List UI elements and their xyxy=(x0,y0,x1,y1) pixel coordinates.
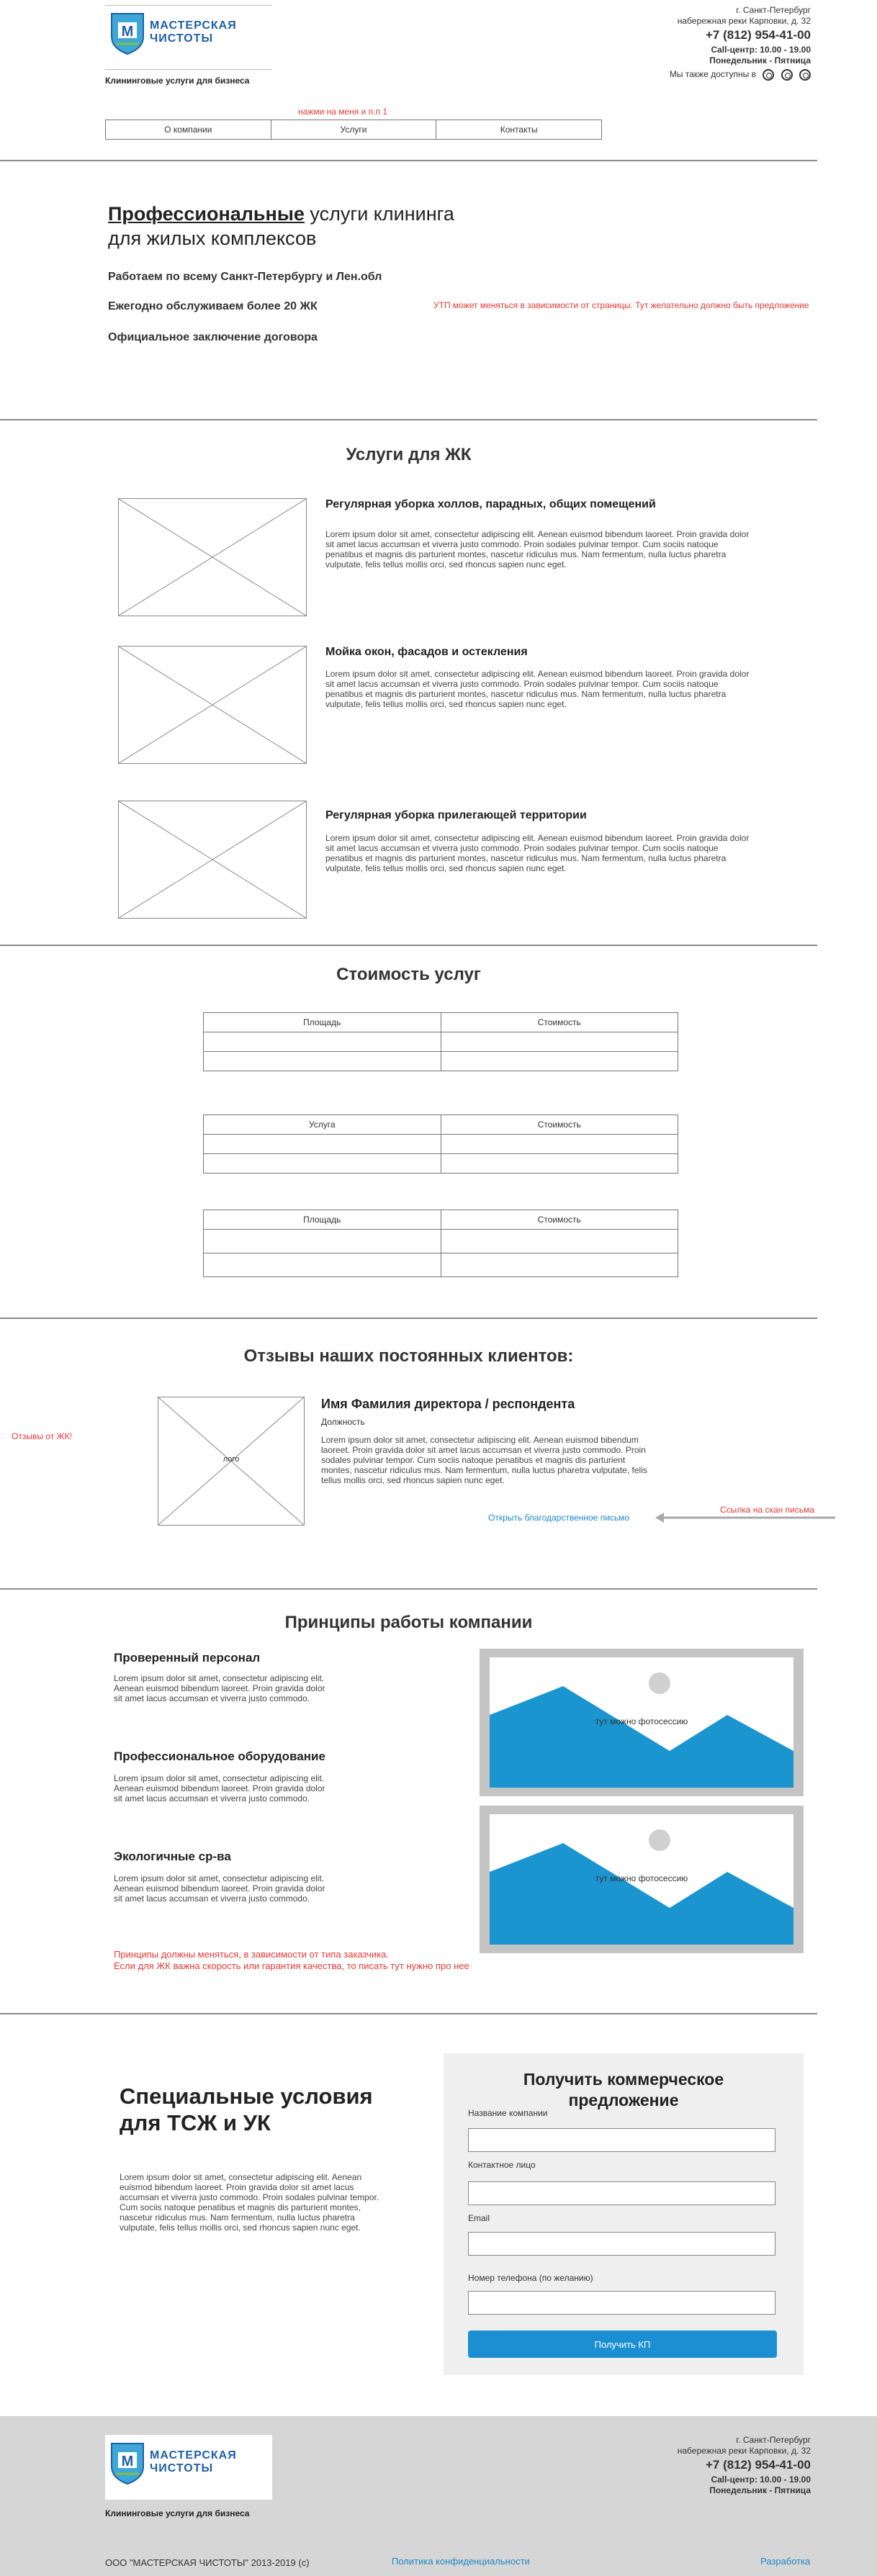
hero-title-rest: услуги клининга xyxy=(304,203,454,225)
table-row xyxy=(204,1135,678,1154)
pricing-table-2 xyxy=(203,1114,678,1174)
table-row xyxy=(204,1253,678,1277)
service-image-placeholder xyxy=(118,646,307,764)
hero-title-line2: для жилых комплексов xyxy=(108,228,317,249)
kp-form xyxy=(444,2053,804,2375)
review-author-position: Должность xyxy=(321,1417,365,1427)
header-logo[interactable] xyxy=(105,5,272,70)
address-line1: г. Санкт-Петербург xyxy=(736,5,811,15)
hero-title xyxy=(108,202,454,251)
service-title-2: Мойка окон, фасадов и остекления xyxy=(325,646,528,658)
hero-point-2: Ежегодно обслуживаем более 20 ЖК xyxy=(108,300,318,312)
form-title-line2: предложение xyxy=(568,2091,679,2109)
hero-title-bold: Профессиональные xyxy=(108,203,305,225)
table-row xyxy=(204,1154,678,1174)
table-cell xyxy=(204,1230,441,1253)
brand-line2: ЧИСТОТЫ xyxy=(150,2462,214,2474)
table-row xyxy=(204,1032,678,1052)
divider xyxy=(0,419,817,420)
divider xyxy=(0,1318,817,1319)
table-header-cell: Услуга xyxy=(204,1115,441,1135)
footer xyxy=(0,2416,877,2576)
pricing-title: Стоимость услуг xyxy=(336,965,481,984)
messengers-label: Мы также доступны в xyxy=(669,69,756,80)
service-text-3: Lorem ipsum dolor sit amet, consectetur adipiscing elit. Aenean euismod bibendum laoreet. Proin gravida dolor sit amet lacus accumsan et viverra justo commodo. Proin sodales pulvinar tempor. Cum sociis natoque penatibus et magnis dis parturient montes, nascetur ridiculus mus. Nam fermentum, nulla luctus pharetra vulputate, felis tellus mollis orci, sed rhoncus sapien nunc eget. xyxy=(325,833,750,873)
services-title: Услуги для ЖК xyxy=(346,445,472,464)
footer-logo[interactable] xyxy=(105,2435,272,2500)
developer-link[interactable]: Разработка xyxy=(760,2556,811,2567)
table-row xyxy=(204,1115,678,1135)
principles-note-line1: Принципы должны меняться, в зависимости от типа заказчика. xyxy=(114,1949,389,1960)
phone-label: Номер телефона (по желанию) xyxy=(468,2273,593,2283)
divider xyxy=(0,945,817,946)
get-kp-button[interactable]: Получить КП xyxy=(468,2330,777,2358)
divider xyxy=(0,2013,817,2014)
table-row xyxy=(204,1210,678,1230)
nav-item-contacts[interactable]: Контакты xyxy=(500,125,538,135)
divider xyxy=(0,1588,817,1590)
brand-name xyxy=(150,2449,237,2475)
principle-title-1: Проверенный персонал xyxy=(114,1651,261,1665)
table-row xyxy=(204,1052,678,1071)
offer-text: Lorem ipsum dolor sit amet, consectetur adipiscing elit. Aenean euismod bibendum laoreet. Proin gravida dolor sit amet lacus accumsan et viverra justo commodo. Proin sodales pulvinar tempor. Cum sociis natoque penatibus et magnis dis parturient montes, nascetur ridiculus mus. Nam fermentum, nulla luctus pharetra vulputate, felis tellus mollis orci, sed rhoncus sapien nunc eget. xyxy=(120,2172,379,2233)
image-placeholder-icon xyxy=(119,647,306,763)
table-cell xyxy=(441,1135,678,1154)
hero-note: УТП может меняться в зависимости от страницы. Тут желательно должно быть предложение xyxy=(433,300,809,310)
header-contacts xyxy=(670,5,811,81)
phone-input[interactable] xyxy=(468,2291,775,2315)
service-image-placeholder xyxy=(118,498,307,616)
table-cell xyxy=(441,1154,678,1174)
table-header-cell: Площадь xyxy=(204,1210,441,1230)
brand-line2: ЧИСТОТЫ xyxy=(150,32,214,45)
open-letter-link[interactable]: Открыть благодарственное письмо xyxy=(488,1513,630,1523)
offer-title-line1: Специальные условия xyxy=(120,2084,373,2109)
image-placeholder-icon xyxy=(119,499,306,616)
shield-icon xyxy=(109,11,145,55)
svg-text:М: М xyxy=(121,24,134,40)
principle-text-1: Lorem ipsum dolor sit amet, consectetur adipiscing elit. Aenean euismod bibendum laoreet. Proin gravida dolor sit amet lacus accumsan et viverra justo commodo. xyxy=(114,1673,325,1703)
principles-note xyxy=(114,1949,469,1972)
service-text-2: Lorem ipsum dolor sit amet, consectetur adipiscing elit. Aenean euismod bibendum laoreet. Proin gravida dolor sit amet lacus accumsan et viverra justo commodo. Proin sodales pulvinar tempor. Cum sociis natoque penatibus et magnis dis parturient montes, nascetur ridiculus mus. Nam fermentum, nulla luctus pharetra vulputate, felis tellus mollis orci, sed rhoncus sapien nunc eget. xyxy=(325,669,750,709)
table-header-cell: Стоимость xyxy=(441,1013,678,1032)
working-days: Понедельник - Пятница xyxy=(709,2485,811,2495)
table-row xyxy=(204,1230,678,1253)
table-cell xyxy=(441,1052,678,1071)
table-cell xyxy=(204,1052,441,1071)
phone-number[interactable]: +7 (812) 954-41-00 xyxy=(705,28,811,42)
nav-item-services[interactable]: Услуги xyxy=(271,120,437,139)
form-title-line1: Получить коммерческое xyxy=(523,2070,724,2089)
privacy-policy-link[interactable]: Политика конфиденциальности xyxy=(392,2556,530,2567)
main-nav xyxy=(105,120,602,140)
review-author-name: Имя Фамилия директора / респондента xyxy=(321,1397,575,1411)
logo-bottom-line xyxy=(105,69,272,70)
form-title xyxy=(444,2069,804,2111)
email-field[interactable] xyxy=(468,2232,775,2256)
address-line2: набережная реки Карповки, д. 32 xyxy=(677,16,811,26)
divider xyxy=(0,160,817,161)
nav-item-about[interactable]: О компании xyxy=(106,120,271,139)
table-cell xyxy=(204,1154,441,1174)
company-label: Название компании xyxy=(468,2108,548,2118)
working-days: Понедельник - Пятница xyxy=(709,55,811,66)
photo-label: тут можно фотосессию xyxy=(595,1873,688,1883)
offer-title xyxy=(120,2083,373,2136)
address-line2: набережная реки Карповки, д. 32 xyxy=(677,2446,811,2456)
photo-placeholder xyxy=(480,1649,804,1796)
review-logo-label: лого xyxy=(222,1455,240,1464)
messengers-row xyxy=(670,69,811,81)
contact-input[interactable] xyxy=(468,2181,775,2205)
table-row xyxy=(204,1013,678,1032)
logo-top-line xyxy=(105,5,272,6)
photo-placeholder xyxy=(480,1806,804,1953)
reviews-title: Отзывы наших постоянных клиентов: xyxy=(243,1346,574,1366)
contact-label: Контактное лицо xyxy=(468,2160,536,2170)
principle-title-2: Профессиональное оборудование xyxy=(114,1749,325,1763)
address-line1: г. Санкт-Петербург xyxy=(736,2435,811,2445)
footer-contacts xyxy=(678,2435,811,2496)
service-text-1: Lorem ipsum dolor sit amet, consectetur adipiscing elit. Aenean euismod bibendum laoreet. Proin gravida dolor sit amet lacus accumsan et viverra justo commodo. Proin sodales pulvinar tempor. Cum sociis natoque penatibus et magnis dis parturient montes, nascetur ridiculus mus. Nam fermentum, nulla luctus pharetra vulputate, felis tellus mollis orci, sed rhoncus sapien nunc eget. xyxy=(325,529,750,569)
hero-point-3: Официальное заключение договора xyxy=(108,331,318,343)
brand-line1: МАСТЕРСКАЯ xyxy=(150,2449,237,2462)
table-cell xyxy=(441,1253,678,1277)
svg-text:М: М xyxy=(121,2454,134,2469)
table-cell xyxy=(204,1032,441,1052)
nav-note: нажми на меня и п.п 1 xyxy=(298,107,388,117)
table-header-cell: Стоимость xyxy=(441,1210,678,1230)
image-placeholder-icon xyxy=(119,801,306,918)
table-cell xyxy=(204,1135,441,1154)
service-image-placeholder xyxy=(118,801,307,919)
whatsapp-icon[interactable] xyxy=(763,69,774,81)
review-logo-placeholder xyxy=(158,1397,305,1526)
hero-point-1: Работаем по всему Санкт-Петербургу и Лен.обл xyxy=(108,271,382,283)
photo-label: тут можно фотосессию xyxy=(595,1716,688,1726)
table-header-cell: Площадь xyxy=(204,1013,441,1032)
offer-title-line2: для ТСЖ и УК xyxy=(120,2110,271,2135)
principles-title: Принципы работы компании xyxy=(284,1613,533,1632)
principle-text-3: Lorem ipsum dolor sit amet, consectetur adipiscing elit. Aenean euismod bibendum laoreet. Proin gravida dolor sit amet lacus accumsan et viverra justo commodo. xyxy=(114,1873,325,1904)
table-cell xyxy=(204,1253,441,1277)
footer-tagline: Клининговые услуги для бизнеса xyxy=(105,2508,250,2518)
principle-title-3: Экологичные ср-ва xyxy=(114,1850,231,1863)
letter-link-note: Ссылка на скан письма xyxy=(720,1505,814,1515)
principle-text-2: Lorem ipsum dolor sit amet, consectetur adipiscing elit. Aenean euismod bibendum laoreet. Proin gravida dolor sit amet lacus accumsan et viverra justo commodo. xyxy=(114,1773,325,1803)
review-text: Lorem ipsum dolor sit amet, consectetur adipiscing elit. Aenean euismod bibendum laoreet. Proin gravida dolor sit amet lacus accumsan et viverra justo commodo. Proin sodales pulvinar tempor. Cum sociis natoque penatibus et magnis dis parturient montes, nascetur ridiculus mus. Nam fermentum, nulla luctus pharetra vulputate, felis tellus mollis orci, sed rhoncus sapien nunc eget. xyxy=(321,1435,647,1485)
service-title-3: Регулярная уборка прилегающей территории xyxy=(325,809,587,821)
table-cell xyxy=(441,1032,678,1052)
brand-tagline: Клининговые услуги для бизнеса xyxy=(105,76,250,86)
pricing-table-1 xyxy=(203,1012,678,1071)
telegram-icon[interactable] xyxy=(799,69,811,81)
table-cell xyxy=(441,1230,678,1253)
call-center-hours: Call-центр: 10.00 - 19.00 xyxy=(711,2474,811,2485)
phone-number[interactable]: +7 (812) 954-41-00 xyxy=(705,2458,811,2472)
call-center-hours: Call-центр: 10.00 - 19.00 xyxy=(711,45,811,55)
principles-note-line2: Если для ЖК важна скорость или гарантия качества, то писать тут нужно про нее xyxy=(114,1960,469,1971)
reviews-side-note: Отзывы от ЖК! xyxy=(12,1431,72,1441)
viber-icon[interactable] xyxy=(781,69,793,81)
copyright: ООО "МАСТЕРСКАЯ ЧИСТОТЫ" 2013-2019 (с) xyxy=(105,2557,310,2568)
table-header-cell: Стоимость xyxy=(441,1115,678,1135)
shield-icon xyxy=(109,2441,145,2485)
brand-name xyxy=(150,19,237,45)
pricing-table-3 xyxy=(203,1210,678,1277)
service-title-1: Регулярная уборка холлов, парадных, общих помещений xyxy=(325,498,656,510)
email-label: Email xyxy=(468,2213,490,2223)
company-input[interactable] xyxy=(468,2128,775,2152)
brand-line1: МАСТЕРСКАЯ xyxy=(150,19,237,32)
